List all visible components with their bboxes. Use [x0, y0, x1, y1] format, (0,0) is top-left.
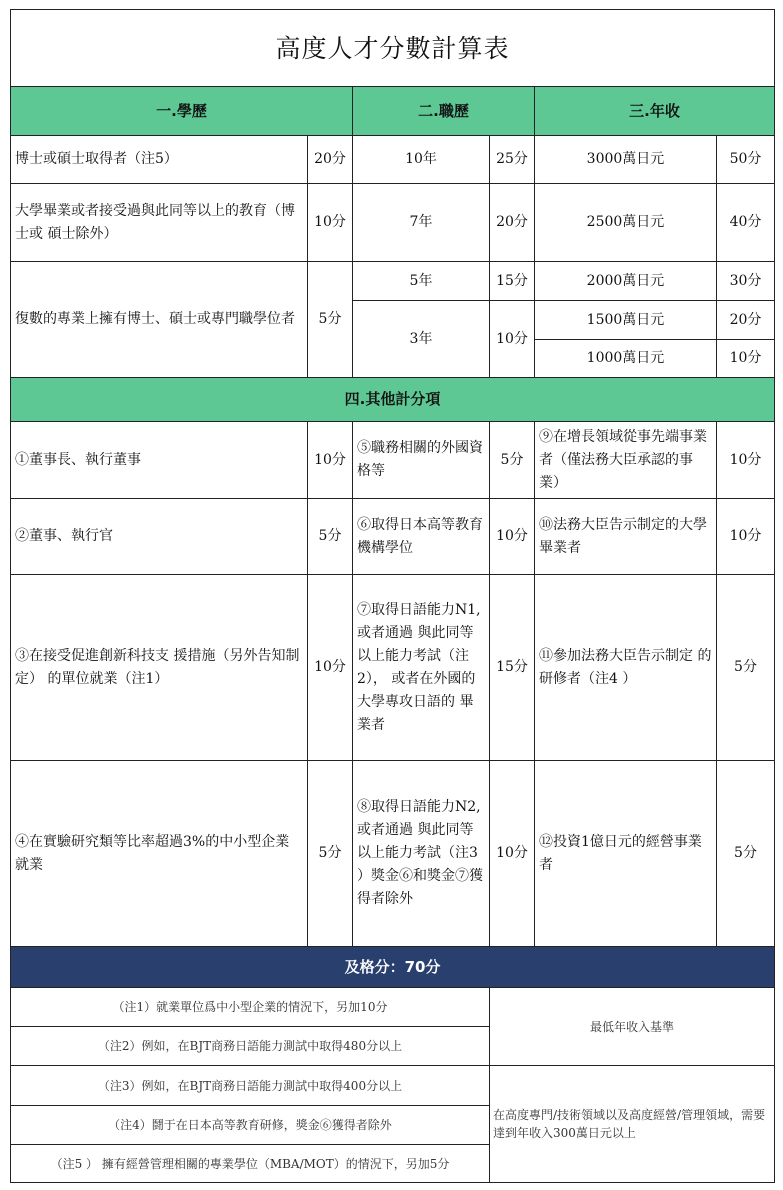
education-points: 10分 — [308, 184, 353, 262]
other-item-points: 10分 — [717, 422, 775, 499]
other-item-points: 10分 — [717, 499, 775, 575]
page-title: 高度人才分數計算表 — [11, 10, 775, 87]
career-points: 10分 — [490, 301, 535, 378]
other-item-points: 5分 — [308, 499, 353, 575]
career-years: 5年 — [353, 262, 490, 301]
other-item-label: ⑪參加法務大臣告示制定 的研修者（注4 ） — [535, 575, 717, 761]
other-item-label: ⑥取得日本高等教育機構學位 — [353, 499, 490, 575]
career-points: 15分 — [490, 262, 535, 301]
other-item-label: ②董事、執行官 — [11, 499, 308, 575]
other-item-points: 5分 — [490, 422, 535, 499]
note-3: （注3）例如，在BJT商務日語能力測試中取得400分以上 — [11, 1066, 490, 1106]
career-points: 25分 — [490, 136, 535, 184]
career-points: 20分 — [490, 184, 535, 262]
other-item-label: ⑨在增長領域從事先端事業者（僅法務大臣承認的事業） — [535, 422, 717, 499]
career-header: 二.職歷 — [353, 87, 535, 136]
score-table — [10, 9, 775, 1183]
income-amount: 2500萬日元 — [535, 184, 717, 262]
note-5: （注5 ） 擁有經營管理相關的專業學位（MBA/MOT）的情況下，另加5分 — [11, 1145, 490, 1183]
income-amount: 2000萬日元 — [535, 262, 717, 301]
education-label: 復數的專業上擁有博士、碩士或專門職學位者 — [11, 262, 308, 378]
other-item-label: ①董事長、執行董事 — [11, 422, 308, 499]
other-item-points: 5分 — [308, 761, 353, 947]
other-item-label: ⑦取得日語能力N1,或者通過 與此同等以上能力考試（注2）， 或者在外國的大學專攻日語的 畢業者 — [353, 575, 490, 761]
income-amount: 3000萬日元 — [535, 136, 717, 184]
other-item-label: ⑧取得日語能力N2,或者通過 與此同等以上能力考試（注3 ）獎金⑥和獎金⑦獲得者除外 — [353, 761, 490, 947]
note-2: （注2）例如，在BJT商務日語能力測試中取得480分以上 — [11, 1027, 490, 1066]
career-years: 10年 — [353, 136, 490, 184]
other-item-label: ⑩法務大臣告示制定的大學畢業者 — [535, 499, 717, 575]
other-item-points: 10分 — [490, 761, 535, 947]
passing-score-bar: 及格分：70分 — [11, 947, 775, 988]
income-amount: 1500萬日元 — [535, 301, 717, 340]
career-years: 7年 — [353, 184, 490, 262]
other-item-points: 10分 — [308, 422, 353, 499]
other-item-points: 10分 — [490, 499, 535, 575]
income-points: 20分 — [717, 301, 775, 340]
education-label: 大學畢業或者接受過與此同等以上的教育（博士或 碩士除外） — [11, 184, 308, 262]
education-points: 20分 — [308, 136, 353, 184]
other-item-points: 5分 — [717, 575, 775, 761]
income-points: 30分 — [717, 262, 775, 301]
note-1: （注1）就業單位爲中小型企業的情況下，另加10分 — [11, 988, 490, 1027]
other-item-label: ⑤職務相關的外國資格等 — [353, 422, 490, 499]
income-points: 40分 — [717, 184, 775, 262]
education-points: 5分 — [308, 262, 353, 378]
other-item-points: 10分 — [308, 575, 353, 761]
other-header: 四.其他計分項 — [11, 378, 775, 422]
income-amount: 1000萬日元 — [535, 340, 717, 378]
education-header: 一.學歷 — [11, 87, 353, 136]
income-basis-label: 最低年收入基準 — [490, 988, 775, 1066]
other-item-points: 15分 — [490, 575, 535, 761]
other-item-label: ④在實驗研究類等比率超過3%的中小型企業就業 — [11, 761, 308, 947]
career-years: 3年 — [353, 301, 490, 378]
other-item-points: 5分 — [717, 761, 775, 947]
income-header: 三.年收 — [535, 87, 775, 136]
note-4: （注4）鬪于在日本高等教育研修，獎金⑥獲得者除外 — [11, 1106, 490, 1145]
other-item-label: ③在接受促進創新科技支 援措施（另外告知制定） 的單位就業（注1） — [11, 575, 308, 761]
education-label: 博士或碩士取得者（注5） — [11, 136, 308, 184]
other-item-label: ⑫投資1億日元的經營事業者 — [535, 761, 717, 947]
income-points: 10分 — [717, 340, 775, 378]
income-points: 50分 — [717, 136, 775, 184]
income-basis-text: 在高度專門/技術領域以及高度經營/管理領域，需要達到年收入300萬日元以上 — [490, 1066, 775, 1183]
